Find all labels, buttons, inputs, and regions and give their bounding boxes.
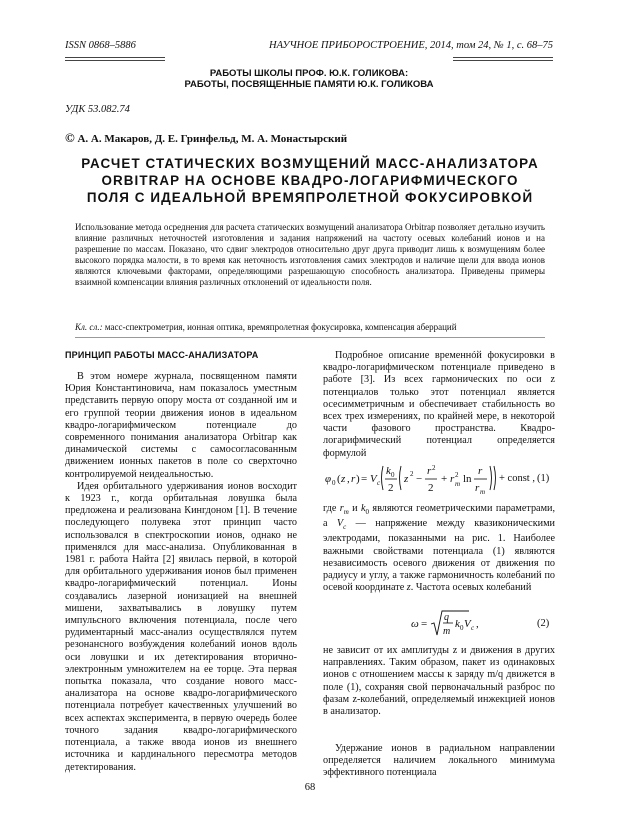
header-rule-right-bottom [453,60,553,61]
title-line-2: ORBITRAP НА ОСНОВЕ КВАДРО-ЛОГАРИФМИЧЕСКОГО [101,173,519,188]
svg-text:0: 0 [391,471,395,479]
right-paragraph-3-text: не зависит от их амплитуды z и движения в других направлениях. Таким образом, пакет из одинаковых ионов с отношением массы к заряду m/q движется в поле (1), сохраняя свой первоначальный разброс по фазам z-колебаний, определяемый инжекцией ионов в анализатор. [323,645,555,718]
journal-citation: НАУЧНОЕ ПРИБОРОСТРОЕНИЕ, 2014, том 24, № 1, с. 68–75 [269,40,553,51]
equation-2 [323,607,555,641]
svg-text:k: k [455,618,460,630]
equation-1-const: + const , [499,473,535,484]
page-number: 68 [304,782,316,793]
svg-text:r: r [450,473,455,485]
svg-text:c: c [377,479,381,487]
p2-text-a: где [323,503,337,514]
right-paragraph-3 [323,645,555,718]
equation-1-number: (1) [537,473,550,484]
abstract: Использование метода осреднения для расчета статических возмущений анализатора Orbitrap позволяет детально изучить влияние различных неточностей изготовления и задания напряжений на частоту осевых колебаний ионов и на разрешение по массам. Показано, что сдвиг электродов относительно друг друга приводит лишь к возмущениям более высокого порядка малости, в то время как неточность изготовления самих электродов и наличие щели для ввода ионов являются ключевыми факторами, определяющими разрешающую способность анализатора. Приведены примеры взаимной компенсации влияния различных отклонений от идеальности поля. [75,222,545,287]
right-paragraph-2 [323,503,555,594]
svg-text:−: − [416,473,423,485]
svg-text:m: m [480,488,486,496]
title-line-1: РАСЧЕТ СТАТИЧЕСКИХ ВОЗМУЩЕНИЙ МАСС-АНАЛИЗАТОРА [81,156,539,171]
section-title: ПРИНЦИП РАБОТЫ МАСС-АНАЛИЗАТОРА [65,350,259,360]
svg-text:φ: φ [325,473,332,485]
svg-text:+: + [441,473,448,485]
svg-text:2: 2 [432,464,436,472]
svg-text:): ) [356,473,360,485]
left-column [65,371,297,774]
svg-text:q: q [444,612,449,623]
right-paragraph-1-text: Подробное описание временнóй фокусировки в квадро-логарифмическом потенциале приведено в работе [3]. Из всех гармонических по оси z потенциалов только этот потенциал является осесимметричным и обеспечивает стабильность во всех трех измерениях, по крайней мере, в некоторой части фазового пространства. Квадро-логарифмический потенциал определяется формулой [323,350,555,459]
right-paragraph-4 [323,743,555,780]
svg-text:(: ( [337,473,341,485]
issn: ISSN 0868–5886 [65,40,136,51]
svg-text:2: 2 [410,470,414,478]
left-paragraph-2: Идея орбитального удерживания ионов восходит к 1923 г., когда орбитальная ловушка была предложена и реализована Кингдоном [1]. В течение последующего полувека этот принцип часто использовался в спектроскопии ионов, однако не применялся для масс-анализа. Опубликованная в 1981 г. работа Найта [2] явилась первой, в которой для орбитального удерживания ионов был применен квадро-логарифмический потенциал. Ионы создавались лазерной ионизацией на внешней мишени, захватывались в ловушку путем импульсного включения потенциала, после чего рудиментарный масс-анализ осуществлялся путем резонансного возбуждения колебаний ионов вдоль оси ловушки и их детектирования вторично-электронным умножителем на ее торце. Эта первая попытка показала, что создание нового масс-анализатора на основе квадро-логарифмического потенциала потребует качественных улучшений во всех аспектах эксперимента, в первую очередь более точного задания квадро-логарифмического потенциала, а также ввода ионов из внешнего источника и кардинального пересмотра методов детектирования. [65,480,297,773]
series-line-2: РАБОТЫ, ПОСВЯЩЕННЫЕ ПАМЯТИ Ю.К. ГОЛИКОВА [184,79,434,90]
svg-text:,: , [347,473,350,485]
p2-text-d: — напряжение между квазиконическими электродами, показанными на рис. 1. Наиболее важными свойствами потенциала (1) являются независимость осевого движения от движения по радиусу и углу, а также гармоничность колебаний по осевой координате [323,518,555,594]
svg-text:m: m [443,626,451,637]
right-paragraph-1 [323,350,555,460]
right-paragraph-2-text: где $r_m$ и $k_0$ являются геометрическими параметрами, а $V_c$ — напряжение между квазиконическими электродами, показанными на рис. 1. Наиболее важными свойствами потенциала (1) являются независимость осевого движения от движения по радиусу и углу, а также гармоничность колебаний по осевой координате z. Частота осевых колебаний [323,503,556,594]
svg-text:r: r [427,465,432,477]
header-rule-left-bottom [65,60,165,61]
right-paragraph-4-text: Удержание ионов в радиальном направлении определяется наличием локального минимума эффективного потенциала [323,743,555,779]
equation-2-formula [323,607,555,641]
header-rule-right-top [453,57,553,58]
svg-text:r: r [351,473,356,485]
svg-text:z: z [404,473,409,485]
svg-text:2: 2 [428,482,434,494]
author-names: А. А. Макаров, Д. Е. Гринфельд, М. А. Монастырский [77,133,348,145]
svg-text:V: V [370,473,377,485]
title-line-3: ПОЛЯ С ИДЕАЛЬНОЙ ВРЕМЯПРОЛЕТНОЙ ФОКУСИРОВКОЙ [86,190,534,205]
keywords-label: Кл. сл.: [75,322,103,332]
svg-text:r: r [475,482,480,494]
keywords [75,322,545,333]
svg-text:=: = [361,473,368,485]
equation-1 [323,458,555,498]
left-paragraph-1: В этом номере журнала, посвященном памяти Юрия Константиновича, нам показалось уместным представить первую опору моста от созданной им и его группой теории движения ионов в идеальном квадро-логарифмическом потенциале до современного понимания анализатора Orbitrap как динамической системы с самосогласованным движением ионных пакетов в поле со сверхточно контролируемой неидеальностью. [65,371,297,480]
p2-text-c: являются геометрическими параметрами, а [323,503,556,530]
svg-text:0: 0 [332,479,336,487]
svg-text:m: m [455,480,461,488]
udk: УДК 53.082.74 [65,104,130,115]
keywords-text: масс-спектрометрия, ионная оптика, времяпролетная фокусировка, компенсация аберраций [104,322,457,332]
svg-text:r: r [478,465,483,477]
article-title [60,155,560,206]
svg-text:z: z [341,473,346,485]
svg-text:2: 2 [388,482,394,494]
copyright-icon: © [65,130,75,145]
header-rule-left-top [65,57,165,58]
svg-text:c: c [471,624,475,632]
svg-text:ω: ω [411,618,419,630]
p2-text-e: . Частота осевых колебаний [410,582,532,594]
svg-text:k: k [386,465,391,477]
svg-text:V: V [464,618,471,630]
abstract-divider [75,337,545,338]
p2-text-b: и [352,503,358,514]
equation-2-number: (2) [537,618,550,629]
authors [65,130,347,146]
svg-text:,: , [476,618,479,630]
svg-text:=: = [421,618,428,630]
svg-text:0: 0 [460,624,464,632]
series-line-1: РАБОТЫ ШКОЛЫ ПРОФ. Ю.К. ГОЛИКОВА: [209,68,409,79]
svg-text:2: 2 [455,471,459,479]
svg-text:ln: ln [463,473,472,485]
series-heading [150,68,468,90]
